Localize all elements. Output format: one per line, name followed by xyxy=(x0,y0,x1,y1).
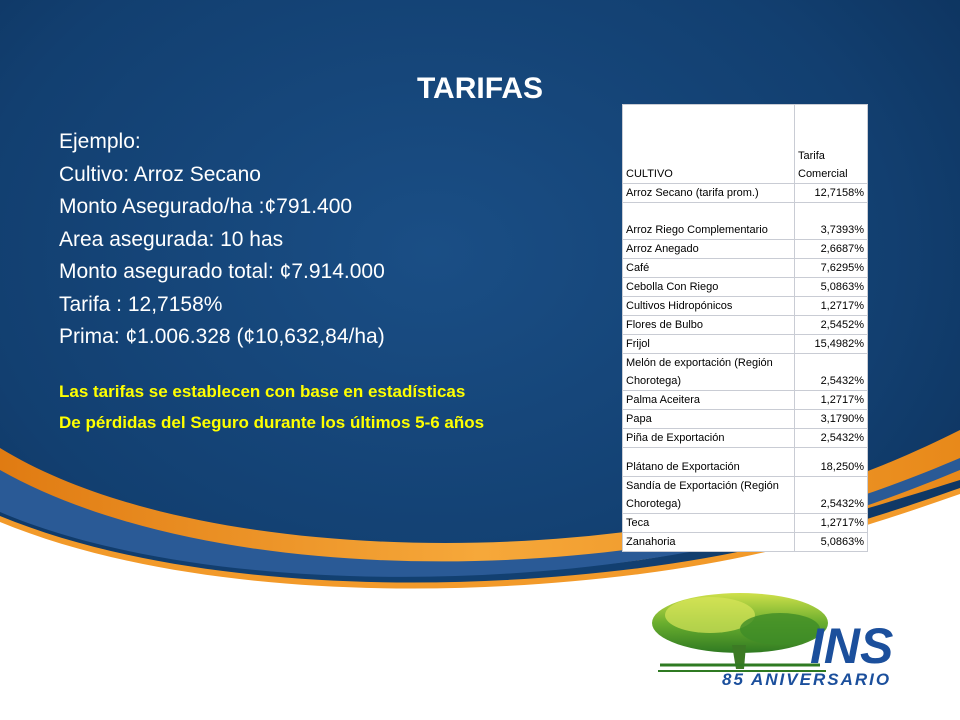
statistics-note xyxy=(59,376,484,438)
anniversary-tagline: 85 ANIVERSARIO xyxy=(722,670,892,689)
example-line: Tarifa : 12,7158% xyxy=(59,292,223,316)
cultivo-cell: Cebolla Con Riego xyxy=(623,278,795,297)
tarifa-cell: 2,5432% xyxy=(795,429,868,448)
table-row xyxy=(623,203,868,240)
header-cultivo: CULTIVO xyxy=(623,105,795,184)
cultivo-cell: Arroz Riego Complementario xyxy=(623,203,795,240)
tarifa-cell: 7,6295% xyxy=(795,259,868,278)
table-row xyxy=(623,240,868,259)
tarifa-cell: 3,7393% xyxy=(795,203,868,240)
tarifa-cell: 2,5432% xyxy=(795,477,868,514)
tarifa-cell: 2,5432% xyxy=(795,354,868,391)
cultivo-cell: Zanahoria xyxy=(623,533,795,552)
table-row xyxy=(623,184,868,203)
table-row xyxy=(623,533,868,552)
tarifa-cell: 5,0863% xyxy=(795,278,868,297)
tarifa-cell: 2,6687% xyxy=(795,240,868,259)
tarifa-cell: 15,4982% xyxy=(795,335,868,354)
cultivo-cell: Arroz Secano (tarifa prom.) xyxy=(623,184,795,203)
example-line: Cultivo: Arroz Secano xyxy=(59,162,261,186)
cultivo-cell: Melón de exportación (Región Chorotega) xyxy=(623,354,795,391)
cultivo-cell: Teca xyxy=(623,514,795,533)
cultivo-cell: Palma Aceitera xyxy=(623,391,795,410)
ins-logo xyxy=(640,585,920,695)
note-line: Las tarifas se establecen con base en estadísticas xyxy=(59,382,466,401)
example-text xyxy=(59,126,385,354)
table-row xyxy=(623,448,868,477)
example-line: Monto Asegurado/ha :¢791.400 xyxy=(59,195,353,218)
slide-title: TARIFAS xyxy=(416,72,544,105)
table-row xyxy=(623,335,868,354)
table-row xyxy=(623,477,868,514)
tarifa-cell: 1,2717% xyxy=(795,514,868,533)
cultivo-cell: Piña de Exportación xyxy=(623,429,795,448)
cultivo-cell: Cultivos Hidropónicos xyxy=(623,297,795,316)
cultivo-cell: Frijol xyxy=(623,335,795,354)
cultivo-cell: Sandía de Exportación (Región Chorotega) xyxy=(623,477,795,514)
example-line: Monto asegurado total: ¢7.914.000 xyxy=(59,260,385,283)
table-row xyxy=(623,514,868,533)
note-line: De pérdidas del Seguro durante los últimos 5-6 años xyxy=(59,413,485,432)
tarifa-cell: 1,2717% xyxy=(795,297,868,316)
cultivo-cell: Flores de Bulbo xyxy=(623,316,795,335)
table-row xyxy=(623,316,868,335)
table-header-row xyxy=(623,105,868,184)
cultivo-cell: Papa xyxy=(623,410,795,429)
ins-wordmark: INS xyxy=(810,618,894,674)
example-line: Area asegurada: 10 has xyxy=(59,227,284,251)
table-row xyxy=(623,354,868,391)
tarifa-cell: 5,0863% xyxy=(795,533,868,552)
table-row xyxy=(623,278,868,297)
tarifa-cell: 3,1790% xyxy=(795,410,868,429)
tarifa-cell: 1,2717% xyxy=(795,391,868,410)
tarifa-cell: 2,5452% xyxy=(795,316,868,335)
tree-icon xyxy=(652,593,828,671)
example-line: Prima: ¢1.006.328 (¢10,632,84/ha) xyxy=(59,325,385,348)
cultivo-cell: Arroz Anegado xyxy=(623,240,795,259)
tarifas-table xyxy=(622,104,868,552)
table-row xyxy=(623,297,868,316)
tarifa-cell: 18,250% xyxy=(795,448,868,477)
table-row xyxy=(623,410,868,429)
cultivo-cell: Plátano de Exportación xyxy=(623,448,795,477)
header-tarifa: Tarifa Comercial xyxy=(795,105,868,184)
table-row xyxy=(623,429,868,448)
table-row xyxy=(623,259,868,278)
table-row xyxy=(623,391,868,410)
example-line: Ejemplo: xyxy=(59,130,141,153)
tarifa-cell: 12,7158% xyxy=(795,184,868,203)
cultivo-cell: Café xyxy=(623,259,795,278)
